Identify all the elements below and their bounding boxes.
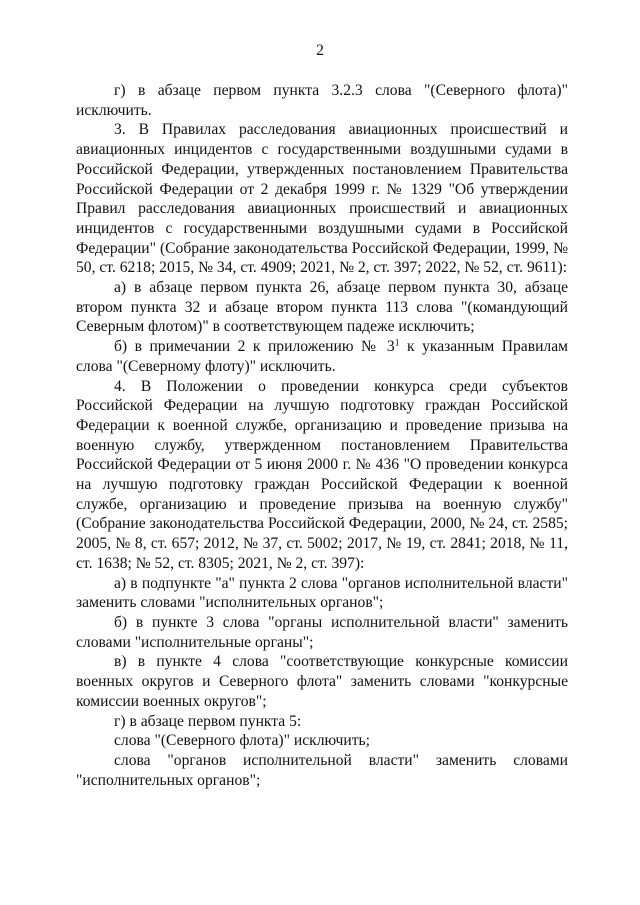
paragraph-item-3a: а) в абзаце первом пункта 26, абзаце первом пункта 30, абзаце втором пункта 32 и абзаце втором пункта 113 слова "(командующий Северным флотом)" в соответствующем падеже исключить; — [76, 279, 568, 336]
paragraph-item-3-rules: 3. В Правилах расследования авиационных происшествий и авиационных инцидентов с государственными воздушными судами в Российской Федерации, утвержденных постановлением Правительства Российской Федерации от 2 декабря 1999 г. № 1329 "Об утверждении Правил расследования авиационных происшествий и авиационных инцидентов с государственными воздушными судами в Российской Федерации" (Собрание законодательства Российской Федерации, 1999, № 50, ст. 6218; 2015, № 34, ст. 4909; 2021, № 2, ст. 397; 2022, № 52, ст. 9611): — [76, 121, 568, 277]
paragraph-item-4g-words-1: слова "(Северного флота)" исключить; — [114, 732, 370, 750]
paragraph-item-3b — [76, 337, 568, 376]
paragraph-item-4g: г) в абзаце первом пункта 5: — [114, 712, 302, 730]
paragraph-item-4-regulation: 4. В Положении о проведении конкурса среди субъектов Российской Федерации на лучшую подготовку граждан Российской Федерации к военной службе, организацию и проведение призыва на военную службу, утвержденном постановлением Правительства Российской Федерации от 5 июня 2000 г. № 436 "О проведении конкурса на лучшую подготовку граждан Российской Федерации к военной службе, организацию и проведение призыва на военную службу" (Собрание законодательства Российской Федерации, 2000, № 24, ст. 2585; 2005, № 8, ст. 657; 2012, № 37, ст. 5002; 2017, № 19, ст. 2841; 2018, № 11, ст. 1638; № 52, ст. 8305; 2021, № 2, ст. 397): — [76, 377, 568, 572]
paragraph-3-2-3-amendment: г) в абзаце первом пункта 3.2.3 слова "(Северного флота)" исключить. — [76, 82, 568, 119]
footnote-superscript: 1 — [394, 337, 400, 349]
paragraph-item-4b: б) в пункте 3 слова "органы исполнительной власти" заменить словами "исполнительные органы"; — [76, 613, 568, 651]
paragraph-item-4a: а) в подпункте "а" пункта 2 слова "органов исполнительной власти" заменить словами "исполнительных органов"; — [76, 574, 568, 612]
paragraph-item-4v: в) в пункте 4 слова "соответствующие конкурсные комиссии военных округов и Северного флота" заменить словами "конкурсные комиссии военных округов"; — [76, 653, 568, 710]
paragraph-item-4g-words-2: слова "органов исполнительной власти" заменить словами "исполнительных органов"; — [76, 751, 568, 789]
document-body — [76, 81, 568, 790]
paragraph-item-3b-text-end: к указанным Правилам слова "(Северному флоту)" исключить. — [76, 338, 568, 375]
page-number: 2 — [316, 42, 324, 59]
paragraph-item-3b-text: б) в примечании 2 к приложению № 3 — [114, 338, 395, 356]
